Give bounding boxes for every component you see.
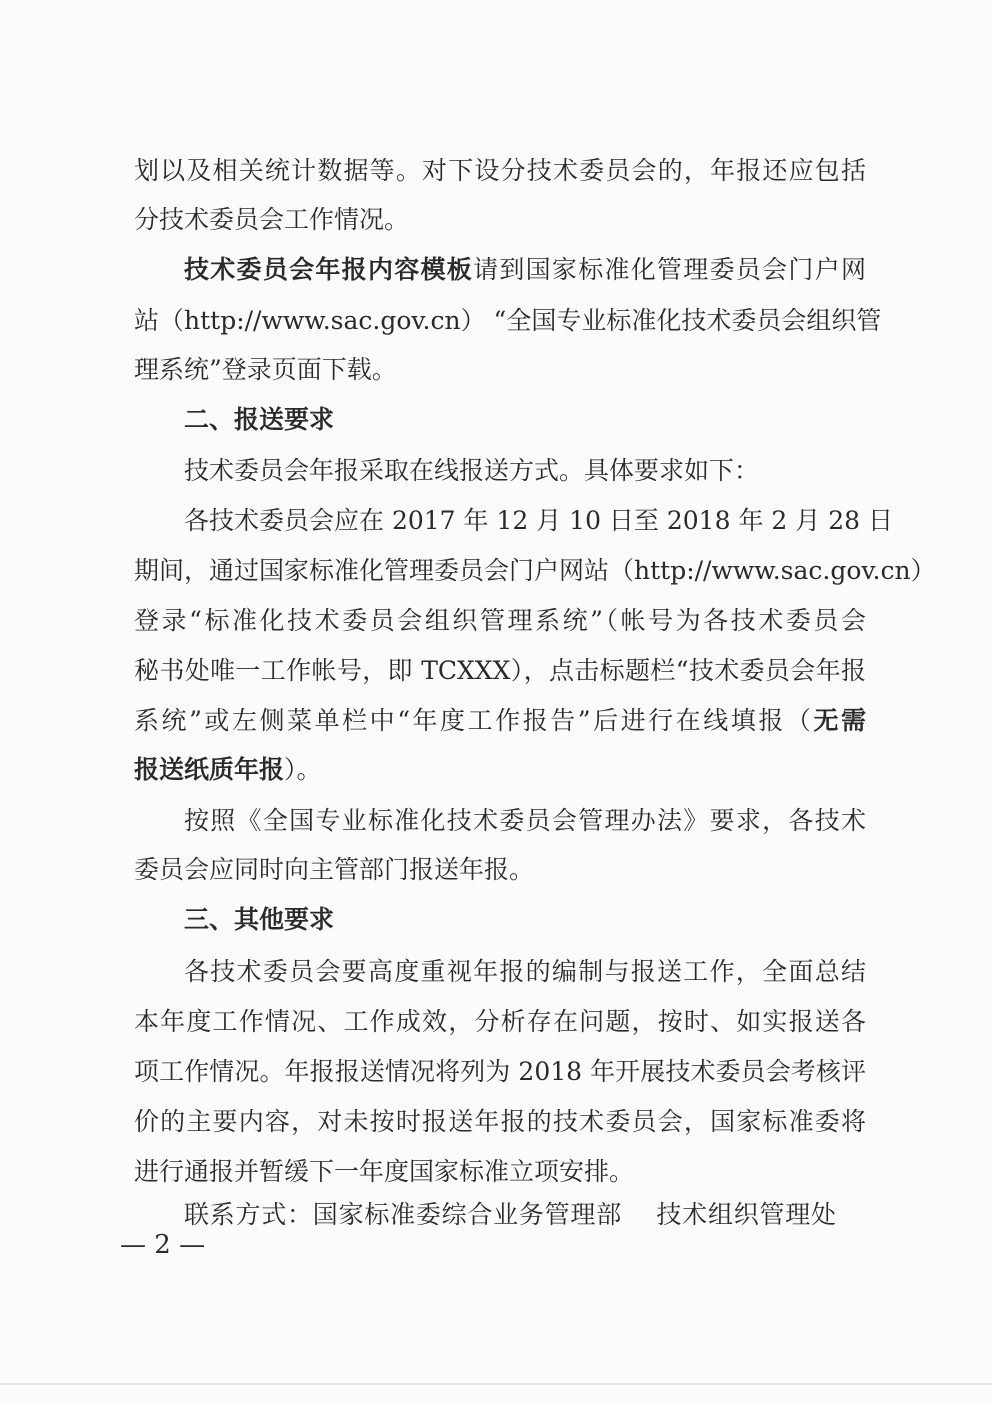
body-line: 站（http://www.sac.gov.cn） “全国专业标准化技术委员会组织管 xyxy=(134,306,882,335)
bold-phrase: 无需 xyxy=(813,706,866,735)
body-line: 理系统”登录页面下载。 xyxy=(134,355,397,384)
scan-fold-line xyxy=(0,1383,992,1385)
text-run: 请到国家标准化管理委员会门户网 xyxy=(473,255,866,284)
body-line: 各技术委员会应在 2017 年 12 月 10 日至 2018 年 2 月 28 日 xyxy=(184,506,893,535)
body-line: 按照《全国专业标准化技术委员会管理办法》要求，各技术 xyxy=(184,806,866,835)
bold-phrase: 报送纸质年报 xyxy=(134,755,285,784)
bold-phrase: 技术委员会年报内容模板 xyxy=(184,255,474,284)
section-heading: 三、其他要求 xyxy=(184,905,335,934)
body-line: 登录“标准化技术委员会组织管理系统”（帐号为各技术委员会 xyxy=(134,606,866,635)
text-run: 系统”或左侧菜单栏中“年度工作报告”后进行在线填报（ xyxy=(134,706,814,735)
body-line: 本年度工作情况、工作成效，分析存在问题，按时、如实报送各 xyxy=(134,1007,866,1036)
body-line: 进行通报并暂缓下一年度国家标准立项安排。 xyxy=(134,1157,635,1186)
body-line: 分技术委员会工作情况。 xyxy=(134,205,410,234)
body-line xyxy=(184,253,866,287)
section-heading: 二、报送要求 xyxy=(184,405,335,434)
body-line: 项工作情况。年报报送情况将列为 2018 年开展技术委员会考核评 xyxy=(134,1057,866,1086)
body-line: 联系方式：国家标准委综合业务管理部 技术组织管理处 xyxy=(184,1200,836,1229)
body-line: 委员会应同时向主管部门报送年报。 xyxy=(134,855,535,884)
body-line xyxy=(134,704,866,738)
body-line: 期间，通过国家标准化管理委员会门户网站（http://www.sac.gov.cn） xyxy=(134,556,936,585)
page-number: — 2 — xyxy=(120,1230,206,1260)
body-line: 价的主要内容，对未按时报送年报的技术委员会，国家标准委将 xyxy=(134,1107,866,1136)
body-line: 各技术委员会要高度重视年报的编制与报送工作，全面总结 xyxy=(184,957,866,986)
body-line: 划以及相关统计数据等。对下设分技术委员会的，年报还应包括 xyxy=(134,156,866,185)
body-line: 技术委员会年报采取在线报送方式。具体要求如下： xyxy=(184,456,760,485)
text-run: ）。 xyxy=(284,755,322,784)
body-line: 秘书处唯一工作帐号，即 TCXXX），点击标题栏“技术委员会年报 xyxy=(134,656,866,685)
body-line xyxy=(134,753,322,787)
